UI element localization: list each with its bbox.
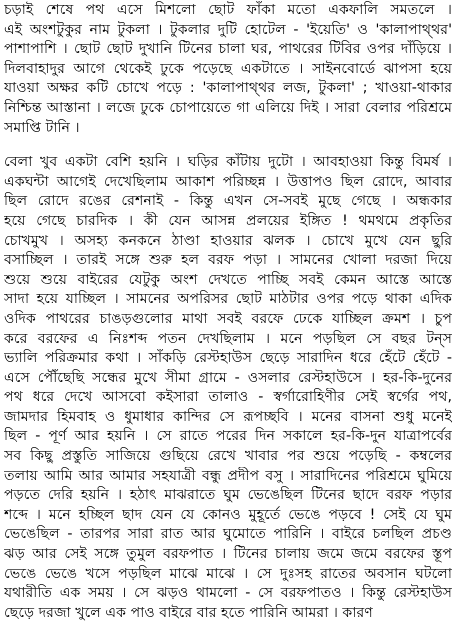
text-line: হয়ে গেছে চারদিক । কী যেন আসন্ন প্রলয়ের ইঙ্গিত ! থমথমে প্রকৃতির — [4, 212, 452, 229]
paragraph-2 — [4, 153, 452, 623]
text-line: সমাপ্তি টানি । — [4, 119, 80, 136]
text-line: এই অংশটুকুর নাম টুকলা । টুকলার দুটি হোটেল - 'ইয়েতি' ও 'কালাপাথ্থর' — [4, 21, 452, 38]
text-line: তলায় আমি আর আমার সহযাত্রী বন্ধু প্রদীপ বসু । সারাদিনের পরিশ্রমে ঘুমিয়ে — [4, 467, 452, 484]
text-line: পড়তে দেরি হয়নি । হঠাৎ মাঝরাতে ঘুম ভেঙেছিল টিনের ছাদে বরফ পড়ার — [4, 487, 452, 504]
text-line: যাওয়া অক্ষর কটি চোখে পড়ে : 'কালাপাথ্থর লজ, টুকলা' ; খাওয়া-থাকার — [4, 80, 452, 97]
text-line: ছেড়ে দরজা খুলে এক পাও বাইরে বার হতে পারিনি আমরা । কারণ — [4, 604, 373, 621]
text-line: যথারীতি এক সময় । সে ঝড়ও থামলো - সে বরফপাতও । কিন্তু রেস্টহাউস — [4, 585, 452, 602]
text-line: নিশ্চিন্ত আস্তানা । লজে ঢুকে চোপায়েতে গা এলিয়ে দিই । সারা বেলার পরিশ্রমে — [4, 99, 452, 116]
text-line: ভেঙেছিল - তারপর সারা রাত আর ঘুমোতে পারিনি । বাইরে চলছিল প্রচণ্ড — [4, 526, 452, 543]
text-line: ঝড় আর সেই সঙ্গে তুমুল বরফপাত । টিনের চালায় জমে জমে বরফের স্তূপ — [4, 546, 452, 563]
text-line: এসে পৌঁছেছি সন্ধের মুখে সীমা গ্রামে - ওসলার রেস্টহাউসে । হর-কি-দুনের — [4, 369, 452, 386]
text-line: শুয়ে শুয়ে বাইরের যেটুকু অংশ দেখতে পাচ্ছি সবই কেমন আস্তে আস্তে — [4, 271, 452, 288]
text-line: পাশাপাশি । ছোট ছোট দুখানি টিনের চালা ঘর, পাথরের টিবির ওপর দাঁড়িয়ে । — [4, 41, 452, 58]
text-line: বেলা খুব একটা বেশি হয়নি । ঘড়ির কাঁটায় দুটো । আবহাওয়া কিন্তু বিমর্ষ । — [4, 154, 452, 171]
text-line: করে বরফের এ নিঃশব্দ পতন দেখছিলাম । মনে পড়ছিল সে বছর টন্‌স — [4, 330, 452, 347]
text-line: দিলবাহাদুর আগে থেকেই ঢুকে পড়েছে একটাতে । সাইনবোর্ডে ঝাপসা হয়ে — [4, 60, 452, 77]
paragraph-1 — [4, 1, 452, 138]
text-line: ভ্যালি পরিক্রমার কথা । সাঁকড়ি রেস্টহাউস ছেড়ে সারাদিন ধরে হেঁটে হেঁটে - — [4, 350, 452, 367]
text-line: ছিল - পূর্ণ আর হয়নি । সে রাতে পরের দিন সকালে হর-কি-দুন যাত্রাপর্বের — [4, 428, 452, 445]
text-line: ওদিক পাথরের চাঙড়গুলোর মাথা সবই বরফে ঢেকে যাচ্ছিল ক্রমশ । চুপ — [4, 310, 452, 327]
text-line: সব কিছু প্রস্তুতি সাজিয়ে গুছিয়ে রেখে খাবার পর শুয়ে পড়েছি - কম্বলের — [4, 448, 452, 465]
text-line: জামদার হিমবাহ ও ধুমাধার কান্দির সে রূপচ্ছবি । মনের বাসনা শুধু মনেই — [4, 408, 452, 425]
text-line: ভেঙে ভেঙে খসে পড়ছিল মাঝে মাঝে । সে দুঃসহ রাতের অবসান ঘটলো — [4, 565, 452, 582]
text-line: সাদা হয়ে যাচ্ছিল । সামনের অপরিসর ছোট মাঠটার ওপর পড়ে থাকা এদিক — [4, 291, 452, 308]
text-line: শব্দে । মনে হচ্ছিল ছাদ যেন যে কোনও মুহূর্তে ভেঙে পড়বে ! সেই যে ঘুম — [4, 506, 452, 523]
text-line: চড়াই শেষে পথ এসে মিশলো ছোট ফাঁকা মতো একফালি সমতলে । — [4, 2, 452, 18]
document-page — [4, 1, 452, 623]
text-line: ছিল রোদে রঙের রেশনাই - কিন্তু এখন সে-সবই মুছে গেছে । অন্ধকার — [4, 193, 452, 210]
text-line: বসাচ্ছিল । তারই সঙ্গে শুরু হল বরফ পড়া । সামনের খোলা দরজা দিয়ে — [4, 252, 452, 269]
text-line: একঘন্টা আগেই দেখেছিলাম আকাশ পরিচ্ছন্ন । উত্তাপও ছিল রোদে, আবার — [4, 173, 452, 190]
text-line: চোখমুখ । অসহ্য কনকনে ঠাণ্ডা হাওয়ার ঝলক । চোখে মুখে যেন ছুরি — [4, 232, 452, 249]
text-line: পথ ধরে দেখে আসবো কইসারা তালাও - স্বর্গারোহিণীর সেই স্বর্গের পথ, — [4, 389, 452, 406]
